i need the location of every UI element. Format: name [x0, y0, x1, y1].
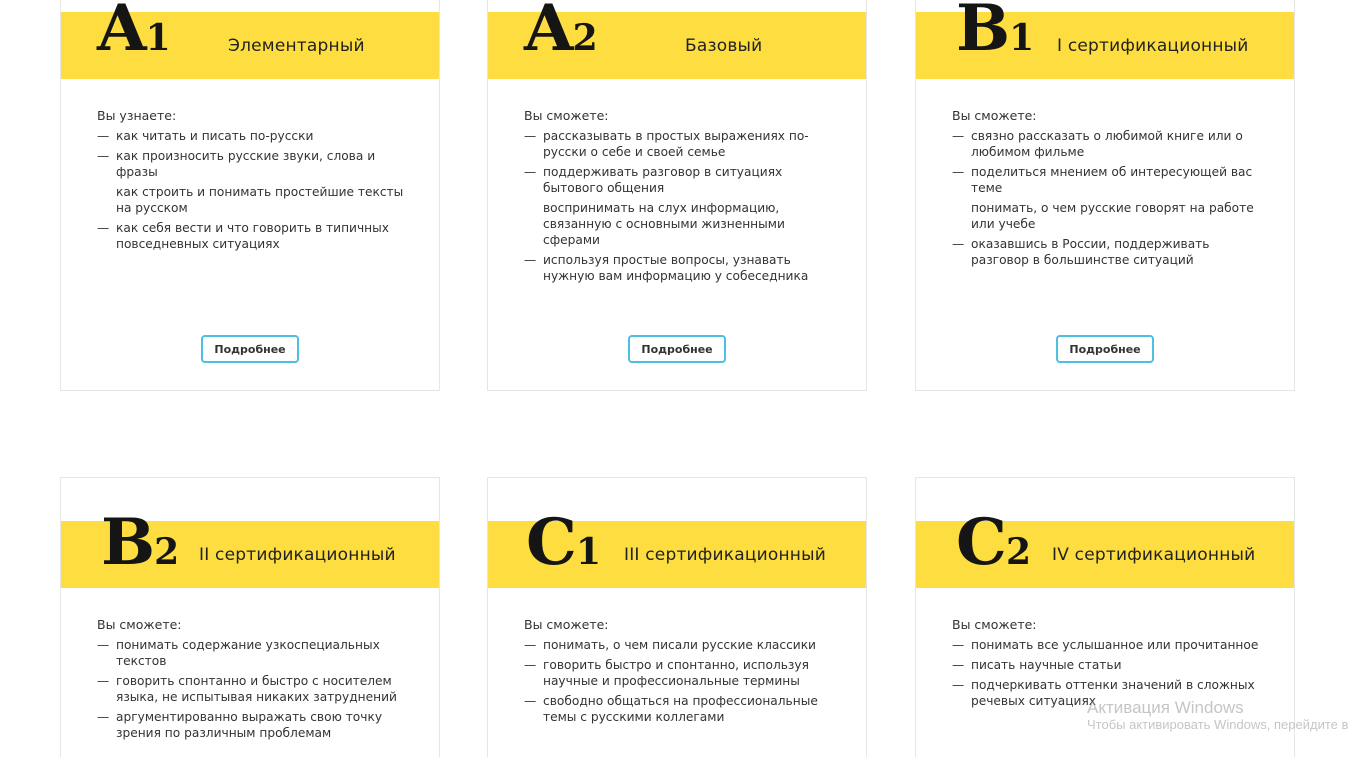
windows-activation-hint: Чтобы активировать Windows, перейдите в [1087, 717, 1349, 732]
skills-list [97, 637, 407, 745]
list-item: — подчеркивать оттенки значений в сложных речевых ситуациях [952, 678, 1255, 708]
intro-text: Вы сможете: [524, 617, 609, 632]
skills-list [97, 128, 407, 256]
level-banner [61, 0, 439, 79]
list-item: как строить и понимать простейшие тексты на русском [116, 185, 404, 215]
level-banner [488, 0, 866, 79]
level-banner [488, 505, 866, 588]
list-item: — рассказывать в простых выражениях по-русски о себе и своей семье [524, 129, 809, 159]
level-code: B1 [956, 0, 1035, 66]
level-card-c1 [487, 477, 867, 757]
list-item: — поделиться мнением об интересующей вас теме [952, 165, 1253, 195]
more-button[interactable]: Подробнее [201, 335, 299, 363]
level-banner [916, 505, 1294, 588]
level-card-a2 [487, 0, 867, 391]
level-code: C1 [526, 505, 601, 580]
level-code: B2 [101, 505, 180, 580]
level-name: I сертификационный [1057, 36, 1249, 56]
skills-list [524, 637, 834, 729]
more-button[interactable]: Подробнее [1056, 335, 1154, 363]
skills-list [952, 128, 1262, 272]
level-name: Элементарный [228, 36, 365, 56]
intro-text: Вы сможете: [952, 108, 1037, 123]
list-item: — как произносить русские звуки, слова и фразы [97, 149, 376, 179]
list-item: воспринимать на слух информацию, связанную с основными жизненными сферами [543, 201, 785, 247]
level-code: A2 [524, 0, 598, 66]
list-item: — говорить быстро и спонтанно, используя научные и профессиональные термины [524, 658, 809, 688]
list-item: — используя простые вопросы, узнавать нужную вам информацию у собеседника [524, 253, 809, 283]
level-code: A1 [97, 0, 171, 66]
more-button[interactable]: Подробнее [628, 335, 726, 363]
windows-activation-title: Активация Windows [1087, 698, 1244, 717]
list-item: — как читать и писать по-русски [97, 129, 314, 143]
level-name: II сертификационный [199, 545, 396, 565]
intro-text: Вы сможете: [952, 617, 1037, 632]
list-item: — понимать, о чем писали русские классики [524, 638, 816, 652]
level-card-b1 [915, 0, 1295, 391]
list-item: — писать научные статьи [952, 658, 1122, 672]
level-name: Базовый [685, 36, 763, 56]
intro-text: Вы узнаете: [97, 108, 177, 123]
level-code: C2 [956, 505, 1031, 580]
list-item: — свободно общаться на профессиональные темы с русскими коллегами [524, 694, 818, 724]
level-name: III сертификационный [624, 545, 826, 565]
list-item: — понимать содержание узкоспециальных текстов [97, 638, 380, 668]
list-item: — аргументированно выражать свою точку зрения по различным проблемам [97, 710, 383, 740]
list-item: — понимать все услышанное или прочитанное [952, 638, 1259, 652]
list-item: понимать, о чем русские говорят на работе или учебе [971, 201, 1254, 231]
list-item: — поддерживать разговор в ситуациях бытового общения [524, 165, 783, 195]
level-card-a1 [60, 0, 440, 391]
level-card-b2 [60, 477, 440, 757]
level-banner [61, 505, 439, 588]
intro-text: Вы сможете: [524, 108, 609, 123]
level-banner [916, 0, 1294, 79]
list-item: — как себя вести и что говорить в типичных повседневных ситуациях [97, 221, 389, 251]
list-item: — связно рассказать о любимой книге или о любимом фильме [952, 129, 1243, 159]
intro-text: Вы сможете: [97, 617, 182, 632]
skills-list [524, 128, 834, 288]
level-name: IV сертификационный [1052, 545, 1256, 565]
list-item: — оказавшись в России, поддерживать разговор в большинстве ситуаций [952, 237, 1210, 267]
list-item: — говорить спонтанно и быстро с носителем языка, не испытывая никаких затруднений [97, 674, 397, 704]
